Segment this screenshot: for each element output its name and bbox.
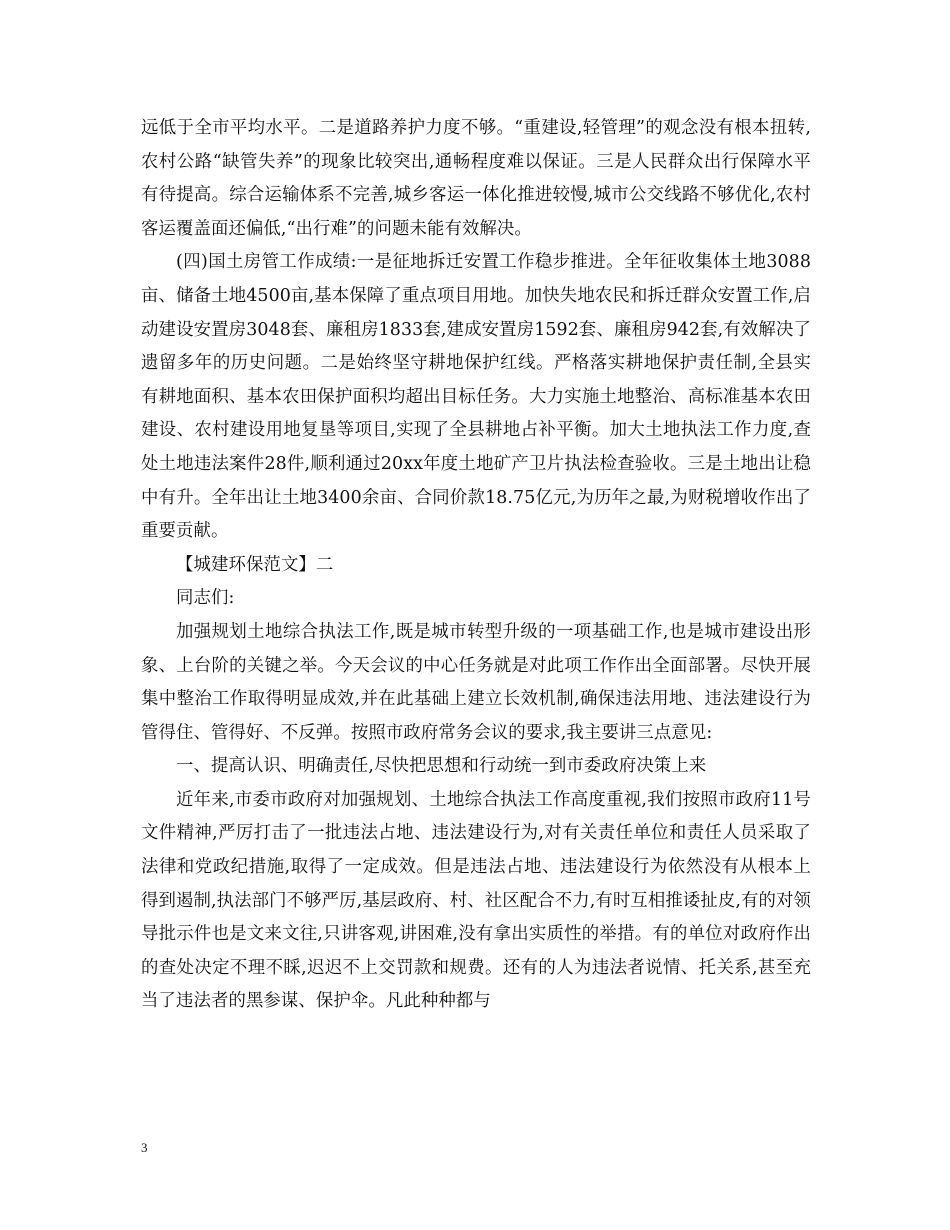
paragraph-7: 近年来,市委市政府对加强规划、土地综合执法工作高度重视,我们按照市政府11号文件精神,严厉打击了一批违法占地、违法建设行为,对有关责任单位和责任人员采取了法律和党政纪措施,取得了一定成效。但是违法占地、违法建设行为依然没有从根本上得到遏制,执法部门不够严厉,基层政府、村、社区配合不力,有时互相推诿扯皮,有的对领导批示件也是文来文往,只讲客观,讲困难,没有拿出实质性的举措。有的单位对政府作出的查处决定不理不睬,迟迟不上交罚款和规费。还有的人为违法者说情、托关系,甚至充当了违法者的黑参谋、保护伞。凡此种种都与 xyxy=(141,789,811,1012)
subheading-1: 一、提高认识、明确责任,尽快把思想和行动统一到市委政府决策上来 xyxy=(176,756,707,777)
document-body xyxy=(141,112,811,1019)
salutation: 同志们: xyxy=(176,588,235,609)
page-number: 3 xyxy=(141,1140,148,1155)
paragraph-5: 加强规划土地综合执法工作,既是城市转型升级的一项基础工作,也是城市建设出形象、上台阶的关键之举。今天会议的中心任务就是对此项工作作出全面部署。尽快开展集中整治工作取得明显成效,并在此基础上建立长效机制,确保违法用地、违法建设行为管得住、管得好、不反弹。按照市政府常务会议的要求,我主要讲三点意见: xyxy=(141,621,811,743)
paragraph-1: 远低于全市平均水平。二是道路养护力度不够。“重建设,轻管理”的观念没有根本扭转,农村公路“缺管失养”的现象比较突出,通畅程度难以保证。三是人民群众出行保障水平有待提高。综合运输体系不完善,城乡客运一体化推进较慢,城市公交线路不够优化,农村客运覆盖面还偏低,“出行难”的问题未能有效解决。 xyxy=(141,118,811,239)
paragraph-2: (四)国土房管工作成绩:一是征地拆迁安置工作稳步推进。全年征收集体土地3088亩、储备土地4500亩,基本保障了重点项目用地。加快失地农民和拆迁群众安置工作,启动建设安置房3048套、廉租房1833套,建成安置房1592套、廉租房942套,有效解决了遗留多年的历史问题。二是始终坚守耕地保护红线。严格落实耕地保护责任制,全县实有耕地面积、基本农田保护面积均超出目标任务。大力实施土地整治、高标准基本农田建设、农村建设用地复垦等项目,实现了全县耕地占补平衡。加大土地执法工作力度,查处土地违法案件28件,顺利通过20xx年度土地矿产卫片执法检查验收。三是土地出让稳中有升。全年出让土地3400余亩、合同价款18.75亿元,为历年之最,为财税增收作出了重要贡献。 xyxy=(141,252,811,542)
section-heading: 【城建环保范文】二 xyxy=(176,554,334,575)
